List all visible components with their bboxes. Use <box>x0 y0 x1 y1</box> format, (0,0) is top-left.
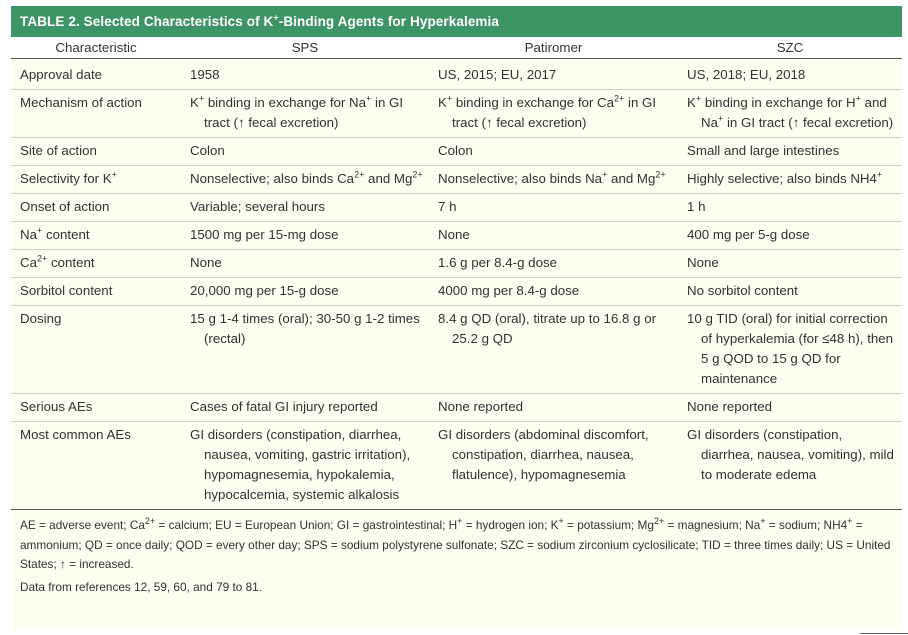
cell-characteristic <box>11 138 181 166</box>
cell-patiromer <box>429 138 678 166</box>
cell-text: = calcium; EU = European Union; GI = gastrointestinal; H <box>155 518 458 532</box>
cell-patiromer <box>429 90 678 138</box>
cell-content <box>687 281 896 301</box>
cell-sps <box>181 59 429 90</box>
table-title-prefix: TABLE 2. Selected Characteristics of K <box>20 14 274 29</box>
cell-characteristic <box>11 422 181 510</box>
table-row <box>11 278 902 306</box>
cell-text: and Na <box>701 95 887 130</box>
cell-content <box>190 253 423 273</box>
cell-content <box>20 281 175 301</box>
cell-sps <box>181 138 429 166</box>
cell-text: and Mg <box>607 171 656 186</box>
cell-text: 10 g TID (oral) for initial correction of hyperkalemia (for ≤48 h), then 5 g QOD to 15 g QD for maintenance <box>687 311 894 386</box>
cell-content <box>687 141 896 161</box>
table-row <box>11 394 902 422</box>
table-title <box>11 6 902 37</box>
cell-text: AE = adverse event; Ca <box>20 518 145 532</box>
table-row <box>11 166 902 194</box>
cell-sps <box>181 422 429 510</box>
cell-content <box>438 141 672 161</box>
cell-characteristic <box>11 222 181 250</box>
table-row <box>11 59 902 90</box>
cell-content <box>687 253 896 273</box>
cell-text: Dosing <box>20 311 62 326</box>
cell-patiromer <box>429 194 678 222</box>
superscript: + <box>602 169 608 180</box>
superscript: + <box>876 169 883 180</box>
table-row <box>11 194 902 222</box>
superscript: + <box>718 113 724 124</box>
cell-content <box>190 65 423 85</box>
cell-patiromer <box>429 394 678 422</box>
cell-characteristic <box>11 250 181 278</box>
cell-sps <box>181 194 429 222</box>
cell-text: Variable; several hours <box>190 199 326 214</box>
cell-text: binding in exchange for H <box>701 95 856 110</box>
table-row <box>11 138 902 166</box>
cell-text: in GI tract (↑ fecal excretion) <box>723 115 894 130</box>
cell-characteristic <box>11 90 181 138</box>
cell-text: Cases of fatal GI injury reported <box>190 399 378 414</box>
cell-text: Nonselective; also binds Na <box>438 171 603 186</box>
cell-text: 20,000 mg per 15-g dose <box>190 283 339 298</box>
cell-text: 1 h <box>687 199 706 214</box>
cell-text: GI disorders (abdominal discomfort, constipation, diarrhea, nausea, flatulence), hypomagnesemia <box>438 427 649 482</box>
cell-szc <box>678 59 902 90</box>
cell-content <box>687 309 896 389</box>
cell-szc <box>678 250 902 278</box>
table-row <box>11 250 902 278</box>
cell-content <box>190 169 423 189</box>
superscript: + <box>446 93 453 104</box>
header-row <box>11 37 902 59</box>
cell-text: content <box>42 227 90 242</box>
cell-text: 7 h <box>438 199 457 214</box>
cell-content <box>438 281 672 301</box>
superscript: + <box>37 225 43 236</box>
cell-text: 400 mg per 5-g dose <box>687 227 810 242</box>
table-title-sup: + <box>273 12 279 23</box>
cell-sps <box>181 222 429 250</box>
cell-text: K <box>438 95 447 110</box>
table-row <box>11 422 902 510</box>
superscript: + <box>457 516 463 527</box>
cell-content <box>687 397 896 417</box>
superscript: + <box>558 516 564 527</box>
cell-text: Most common AEs <box>20 427 131 442</box>
cell-text: None <box>190 255 222 270</box>
cell-text: 1.6 g per 8.4-g dose <box>438 255 558 270</box>
cell-text: None <box>438 227 470 242</box>
cell-text: Sorbitol content <box>20 283 113 298</box>
superscript: 2+ <box>144 516 156 527</box>
cell-text: US, 2015; EU, 2017 <box>438 67 557 82</box>
cell-text: 4000 mg per 8.4-g dose <box>438 283 580 298</box>
table-title-suffix: -Binding Agents for Hyperkalemia <box>278 14 499 29</box>
cell-patiromer <box>429 250 678 278</box>
cell-text: Ca <box>20 255 37 270</box>
cell-text: None reported <box>438 399 524 414</box>
cell-text: GI disorders (constipation, diarrhea, nausea, vomiting, gastric irritation), hypomagnesemia, hypokalemia, hypocalcemia, systemic alkalosis <box>190 427 411 502</box>
cell-sps <box>181 250 429 278</box>
characteristics-table <box>11 37 902 510</box>
cell-characteristic <box>11 166 181 194</box>
cell-text: None <box>687 255 719 270</box>
cell-content <box>20 169 175 189</box>
cell-szc <box>678 306 902 394</box>
superscript: 2+ <box>655 169 666 180</box>
table-row <box>11 306 902 394</box>
cell-text: binding in exchange for Na <box>204 95 367 110</box>
cell-content <box>438 425 672 485</box>
cell-content <box>190 141 423 161</box>
cell-patiromer <box>429 306 678 394</box>
header-szc: SZC <box>678 37 902 59</box>
cell-content <box>190 281 423 301</box>
cell-text: and Mg <box>364 171 413 186</box>
cell-content <box>438 309 672 349</box>
cell-content <box>438 197 672 217</box>
header-sps: SPS <box>181 37 429 59</box>
cell-text: = magnesium; Na <box>664 518 761 532</box>
cell-szc <box>678 194 902 222</box>
cell-content <box>687 197 896 217</box>
cell-content <box>190 425 423 505</box>
superscript: 2+ <box>653 516 665 527</box>
cell-characteristic <box>11 394 181 422</box>
superscript: + <box>366 93 372 104</box>
cell-content <box>438 397 672 417</box>
cell-text: Serious AEs <box>20 399 93 414</box>
cell-text: GI disorders (constipation, diarrhea, nausea, vomiting), mild to moderate edema <box>687 427 894 482</box>
cell-content <box>20 65 175 85</box>
page-rule <box>860 633 908 634</box>
cell-characteristic <box>11 194 181 222</box>
cell-patiromer <box>429 166 678 194</box>
cell-characteristic <box>11 278 181 306</box>
cell-content <box>20 225 175 245</box>
table-row <box>11 90 902 138</box>
cell-text: Onset of action <box>20 199 110 214</box>
cell-szc <box>678 394 902 422</box>
cell-text: 1958 <box>190 67 220 82</box>
table-row <box>11 222 902 250</box>
table-container <box>11 6 902 630</box>
cell-szc <box>678 278 902 306</box>
cell-patiromer <box>429 278 678 306</box>
superscript: + <box>695 93 702 104</box>
cell-content <box>20 397 175 417</box>
cell-text: = potassium; Mg <box>563 518 654 532</box>
cell-sps <box>181 166 429 194</box>
superscript: 2+ <box>354 169 365 180</box>
superscript: 2+ <box>37 253 48 264</box>
cell-content <box>687 425 896 485</box>
cell-text: US, 2018; EU, 2018 <box>687 67 806 82</box>
cell-content <box>190 397 423 417</box>
header-patiromer: Patiromer <box>429 37 678 59</box>
cell-text: = hydrogen ion; K <box>462 518 559 532</box>
superscript: + <box>760 516 766 527</box>
cell-text: binding in exchange for Ca <box>452 95 615 110</box>
cell-szc <box>678 422 902 510</box>
cell-content <box>687 65 896 85</box>
superscript: 2+ <box>412 169 423 180</box>
cell-content <box>687 225 896 245</box>
cell-content <box>438 65 672 85</box>
cell-text: 8.4 g QD (oral), titrate up to 16.8 g or 25.2 g QD <box>438 311 657 346</box>
cell-patiromer <box>429 222 678 250</box>
cell-text: = ammonium; QD = once daily; QOD = every other day; SPS = sodium polystyrene sulfonate; SZC = sodium zirconium cyclosilicate; TID = three times daily; US = United States; ↑ = increased. <box>20 518 891 571</box>
cell-text: K <box>190 95 199 110</box>
cell-characteristic <box>11 306 181 394</box>
cell-content <box>438 225 672 245</box>
cell-text: No sorbitol content <box>687 283 798 298</box>
superscript: 2+ <box>614 93 625 104</box>
cell-content <box>438 93 672 133</box>
cell-text: Nonselective; also binds Ca <box>190 171 355 186</box>
cell-text: 15 g 1-4 times (oral); 30-50 g 1-2 times (rectal) <box>190 311 420 346</box>
cell-content <box>190 93 423 133</box>
table-body <box>11 59 902 510</box>
cell-szc <box>678 90 902 138</box>
cell-content <box>20 253 175 273</box>
cell-content <box>20 309 175 329</box>
header-characteristic: Characteristic <box>11 37 181 59</box>
cell-sps <box>181 90 429 138</box>
cell-text: Approval date <box>20 67 103 82</box>
cell-patiromer <box>429 422 678 510</box>
cell-sps <box>181 394 429 422</box>
cell-text: Na <box>20 227 37 242</box>
cell-content <box>20 141 175 161</box>
cell-text: = sodium; NH4 <box>765 518 848 532</box>
cell-text: Small and large intestines <box>687 143 840 158</box>
cell-szc <box>678 138 902 166</box>
cell-content <box>190 197 423 217</box>
cell-text: None reported <box>687 399 773 414</box>
cell-text: Colon <box>438 143 473 158</box>
cell-content <box>438 253 672 273</box>
cell-content <box>20 197 175 217</box>
cell-sps <box>181 278 429 306</box>
cell-text: Highly selective; also binds NH4 <box>687 171 877 186</box>
cell-szc <box>678 222 902 250</box>
source-note: Data from references 12, 59, 60, and 79 to 81. <box>20 579 262 594</box>
cell-text: content <box>47 255 95 270</box>
cell-text: Selectivity for K <box>20 171 112 186</box>
cell-text: Site of action <box>20 143 97 158</box>
superscript: + <box>855 93 861 104</box>
cell-text: in GI tract (↑ fecal excretion) <box>452 95 657 130</box>
superscript: + <box>111 169 117 180</box>
superscript: + <box>198 93 205 104</box>
cell-text: Mechanism of action <box>20 95 142 110</box>
cell-text: Colon <box>190 143 225 158</box>
cell-text: 1500 mg per 15-mg dose <box>190 227 339 242</box>
cell-content <box>687 169 896 189</box>
cell-sps <box>181 306 429 394</box>
cell-patiromer <box>429 59 678 90</box>
cell-text: K <box>687 95 696 110</box>
cell-content <box>20 93 175 113</box>
cell-content <box>190 225 423 245</box>
abbreviation-footnote <box>11 510 902 575</box>
cell-text: in GI tract (↑ fecal excretion) <box>204 95 404 130</box>
cell-characteristic <box>11 59 181 90</box>
cell-content <box>190 309 423 349</box>
cell-content <box>687 93 896 133</box>
cell-content <box>438 169 672 189</box>
cell-szc <box>678 166 902 194</box>
cell-content <box>20 425 175 445</box>
superscript: + <box>847 516 853 527</box>
